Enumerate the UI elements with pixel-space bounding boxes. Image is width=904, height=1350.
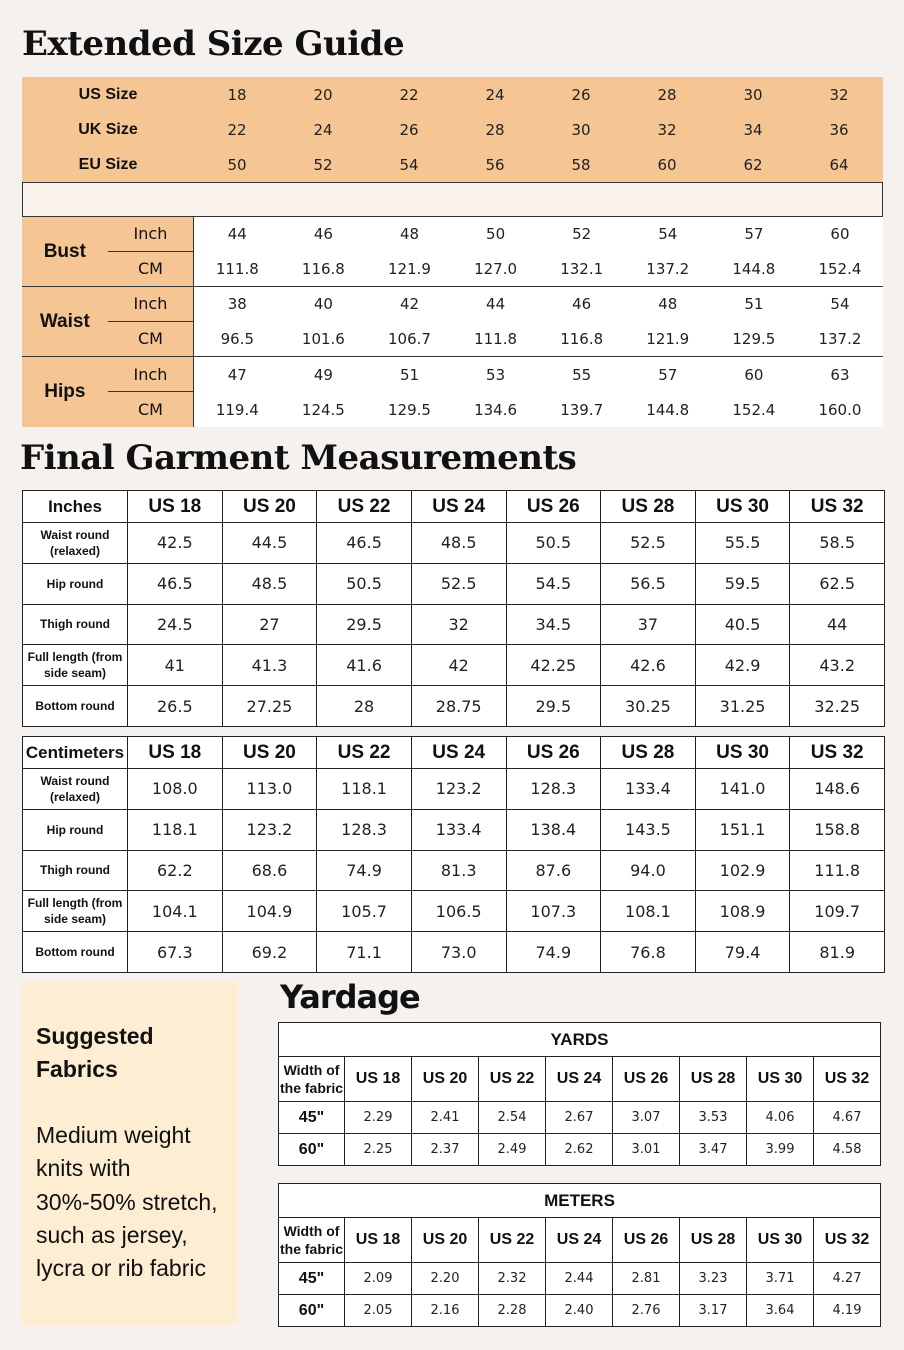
size-row-label: US Size [78,85,138,103]
size-value-cell: 116.8 [560,329,604,348]
size-value-cell: 51 [744,295,764,314]
size-value-cell: 152.4 [818,259,862,278]
size-value-cell: 56 [485,155,505,174]
size-value-cell: 52 [572,225,592,244]
measurement-cell: 108.1 [601,891,696,932]
size-value-cell: 137.2 [646,259,690,278]
yardage-yards-table [278,1022,881,1166]
size-value-cell: 24 [485,85,505,104]
size-value-cell: 26 [399,120,419,139]
column-header: US 28 [680,1218,747,1263]
row-label: Waist round (relaxed) [23,523,128,564]
group-name: Hips [22,357,108,427]
size-value-cell: 127.0 [474,259,518,278]
measurement-cell: 69.2 [222,932,317,973]
measurement-cell: 108.9 [695,891,790,932]
table-corner-label: Inches [23,491,128,523]
measurement-cell: 141.0 [695,769,790,810]
measurement-cell: 104.1 [128,891,223,932]
size-value-cell: 53 [486,365,506,384]
size-value-cell: 57 [744,225,764,244]
column-header: US 32 [790,491,885,523]
unit-label: Inch [108,287,194,322]
yardage-cell: 3.71 [747,1263,814,1295]
measurement-cell: 133.4 [411,809,506,850]
measurement-cell: 107.3 [506,891,601,932]
measurement-cell: 102.9 [695,850,790,891]
measurement-cell: 76.8 [601,932,696,973]
row-label: 60" [279,1134,345,1166]
size-value-cell: 48 [658,295,678,314]
size-guide-header [22,77,883,182]
yardage-cell: 3.17 [680,1295,747,1327]
measurement-cell: 34.5 [506,604,601,645]
yardage-cell: 2.16 [412,1295,479,1327]
measurement-cell: 118.1 [317,769,412,810]
size-value-cell: 119.4 [215,400,259,419]
measurement-cell: 50.5 [317,563,412,604]
measurement-cell: 41.6 [317,645,412,686]
measurement-cell: 71.1 [317,932,412,973]
column-header: US 18 [345,1057,412,1102]
yardage-cell: 2.29 [345,1102,412,1134]
yardage-cell: 3.99 [747,1134,814,1166]
yardage-cell: 2.32 [479,1263,546,1295]
size-value-cell: 40 [313,295,333,314]
size-value-cell: 38 [227,295,247,314]
column-header: US 20 [412,1057,479,1102]
garment-title: Final Garment Measurements [20,438,577,478]
column-header: US 22 [479,1057,546,1102]
measurement-cell: 158.8 [790,809,885,850]
size-value-cell: 30 [743,85,763,104]
size-value-cell: 50 [486,225,506,244]
measurement-cell: 108.0 [128,769,223,810]
measurement-cell: 111.8 [790,850,885,891]
measurement-cell: 73.0 [411,932,506,973]
measurement-cell: 105.7 [317,891,412,932]
measurement-cell: 27.25 [222,686,317,727]
size-value-cell: 54 [658,225,678,244]
yardage-cell: 2.28 [479,1295,546,1327]
measurement-cell: 27 [222,604,317,645]
group-bust [22,217,883,287]
unit-label: CM [137,329,163,349]
measurement-cell: 109.7 [790,891,885,932]
yardage-caption: YARDS [279,1023,881,1057]
measurement-cell: 68.6 [222,850,317,891]
measurement-cell: 74.9 [317,850,412,891]
size-value-cell: 111.8 [215,259,259,278]
column-header: US 20 [412,1218,479,1263]
size-value-cell: 62 [743,155,763,174]
measurement-cell: 32.25 [790,686,885,727]
measurement-cell: 37 [601,604,696,645]
table-corner-label: Width of the fabric [279,1057,345,1102]
column-header: US 32 [814,1218,881,1263]
row-label: 45" [279,1263,345,1295]
measurement-cell: 143.5 [601,809,696,850]
group-name: Bust [22,217,108,286]
size-value-cell: 24 [313,120,333,139]
unit-label: CM [137,259,163,279]
measurement-cell: 62.2 [128,850,223,891]
table-row [23,932,885,973]
row-label: 45" [279,1102,345,1134]
measurement-cell: 46.5 [128,563,223,604]
yardage-title: Yardage [280,978,420,1016]
measurement-cell: 29.5 [317,604,412,645]
row-label: 60" [279,1295,345,1327]
measurement-cell: 138.4 [506,809,601,850]
yardage-meters-table [278,1183,881,1327]
measurement-cell: 32 [411,604,506,645]
yardage-cell: 3.64 [747,1295,814,1327]
measurement-cell: 106.5 [411,891,506,932]
size-value-cell: 116.8 [301,259,345,278]
yardage-cell: 4.06 [747,1102,814,1134]
measurement-cell: 59.5 [695,563,790,604]
size-value-cell: 121.9 [646,329,690,348]
measurement-cell: 74.9 [506,932,601,973]
yardage-cell: 2.37 [412,1134,479,1166]
row-label: Thigh round [23,604,128,645]
column-header: US 28 [680,1057,747,1102]
table-row [23,809,885,850]
yardage-cell: 2.09 [345,1263,412,1295]
size-value-cell: 32 [657,120,677,139]
measurement-cell: 31.25 [695,686,790,727]
yardage-cell: 2.20 [412,1263,479,1295]
measurement-cell: 42.9 [695,645,790,686]
table-row [23,891,885,932]
table-row [23,686,885,727]
row-label: Hip round [23,809,128,850]
measurement-cell: 44.5 [222,523,317,564]
size-value-cell: 28 [485,120,505,139]
row-label: Full length (from side seam) [23,645,128,686]
measurement-cell: 67.3 [128,932,223,973]
column-header: US 20 [222,491,317,523]
size-guide-table [22,77,883,427]
size-value-cell: 34 [743,120,763,139]
size-value-cell: 36 [829,120,849,139]
column-header: US 30 [747,1057,814,1102]
measurement-cell: 113.0 [222,769,317,810]
fabrics-description: Medium weight knits with 30%-50% stretch, such as jersey, lycra or rib fabric [36,1122,218,1282]
measurement-cell: 56.5 [601,563,696,604]
yardage-cell: 3.07 [613,1102,680,1134]
row-label: Waist round (relaxed) [23,769,128,810]
measurement-cell: 128.3 [317,809,412,850]
table-row [23,645,885,686]
size-value-cell: 22 [227,120,247,139]
row-label: Bottom round [23,686,128,727]
measurement-cell: 123.2 [222,809,317,850]
measurement-cell: 42.6 [601,645,696,686]
measurement-cell: 81.3 [411,850,506,891]
measurement-cell: 28.75 [411,686,506,727]
column-header: US 20 [222,737,317,769]
column-header: US 30 [695,737,790,769]
garment-cm-table [22,736,885,973]
size-value-cell: 47 [227,365,247,384]
suggested-fabrics-box [21,982,238,1325]
yardage-cell: 4.58 [814,1134,881,1166]
size-value-cell: 52 [313,155,333,174]
measurement-cell: 42.25 [506,645,601,686]
column-header: US 30 [695,491,790,523]
measurement-cell: 81.9 [790,932,885,973]
size-value-cell: 26 [571,85,591,104]
unit-label: Inch [108,357,194,392]
measurement-cell: 48.5 [411,523,506,564]
column-header: US 22 [479,1218,546,1263]
yardage-cell: 3.47 [680,1134,747,1166]
column-header: US 26 [613,1057,680,1102]
measurement-cell: 44 [790,604,885,645]
table-corner-label: Width of the fabric [279,1218,345,1263]
size-value-cell: 46 [572,295,592,314]
measurement-cell: 123.2 [411,769,506,810]
row-label: Hip round [23,563,128,604]
size-value-cell: 60 [830,225,850,244]
measurement-cell: 50.5 [506,523,601,564]
column-header: US 28 [601,737,696,769]
measurement-cell: 52.5 [411,563,506,604]
column-header: US 24 [411,737,506,769]
column-header: US 24 [411,491,506,523]
measurement-cell: 48.5 [222,563,317,604]
measurement-cell: 41.3 [222,645,317,686]
row-label: Full length (from side seam) [23,891,128,932]
unit-label: CM [137,400,163,419]
measurement-cell: 118.1 [128,809,223,850]
size-guide-divider [22,182,883,217]
measurement-cell: 54.5 [506,563,601,604]
table-row [23,563,885,604]
size-value-cell: 55 [572,365,592,384]
table-row [23,769,885,810]
column-header: US 26 [613,1218,680,1263]
yardage-cell: 2.67 [546,1102,613,1134]
size-guide-title: Extended Size Guide [22,24,405,64]
size-value-cell: 44 [486,295,506,314]
column-header: US 26 [506,737,601,769]
column-header: US 18 [345,1218,412,1263]
yardage-cell: 2.76 [613,1295,680,1327]
yardage-cell: 2.40 [546,1295,613,1327]
size-value-cell: 139.7 [560,400,604,419]
column-header: US 32 [790,737,885,769]
size-value-cell: 137.2 [818,329,862,348]
garment-inches-table [22,490,885,727]
measurement-cell: 62.5 [790,563,885,604]
size-value-cell: 46 [313,225,333,244]
fabrics-title: Suggested Fabrics [36,1023,154,1083]
column-header: US 24 [546,1057,613,1102]
measurement-cell: 41 [128,645,223,686]
measurement-cell: 42 [411,645,506,686]
measurement-cell: 87.6 [506,850,601,891]
size-value-cell: 28 [657,85,677,104]
size-value-cell: 96.5 [220,329,254,348]
measurement-cell: 30.25 [601,686,696,727]
yardage-cell: 4.27 [814,1263,881,1295]
measurement-cell: 40.5 [695,604,790,645]
size-value-cell: 64 [829,155,849,174]
size-row-label: UK Size [78,120,138,138]
measurement-cell: 28 [317,686,412,727]
measurement-cell: 151.1 [695,809,790,850]
table-row [279,1263,881,1295]
yardage-cell: 2.49 [479,1134,546,1166]
size-value-cell: 51 [399,365,420,384]
size-value-cell: 129.5 [732,329,776,348]
size-value-cell: 106.7 [388,329,431,348]
size-value-cell: 134.6 [474,400,518,419]
measurement-cell: 128.3 [506,769,601,810]
size-row-us [22,77,883,112]
table-corner-label: Centimeters [23,737,128,769]
size-value-cell: 152.4 [732,400,776,419]
size-value-cell: 57 [658,365,678,384]
yardage-cell: 2.25 [345,1134,412,1166]
yardage-cell: 2.44 [546,1263,613,1295]
yardage-cell: 3.23 [680,1263,747,1295]
size-value-cell: 48 [399,225,420,244]
size-value-cell: 22 [399,85,419,104]
column-header: US 32 [814,1057,881,1102]
yardage-cell: 2.05 [345,1295,412,1327]
measurement-groups [22,217,883,427]
measurement-cell: 94.0 [601,850,696,891]
measurement-cell: 148.6 [790,769,885,810]
measurement-cell: 52.5 [601,523,696,564]
measurement-cell: 133.4 [601,769,696,810]
yardage-cell: 2.81 [613,1263,680,1295]
measurement-cell: 42.5 [128,523,223,564]
measurement-cell: 24.5 [128,604,223,645]
size-value-cell: 30 [571,120,591,139]
column-header: US 28 [601,491,696,523]
measurement-cell: 79.4 [695,932,790,973]
size-value-cell: 121.9 [388,259,431,278]
group-hips [22,357,883,427]
table-row [279,1134,881,1166]
size-value-cell: 124.5 [301,400,345,419]
group-waist [22,287,883,357]
size-value-cell: 63 [830,365,850,384]
size-value-cell: 144.8 [646,400,690,419]
column-header: US 18 [128,737,223,769]
size-row-eu [22,147,883,182]
measurement-cell: 26.5 [128,686,223,727]
size-value-cell: 32 [829,85,849,104]
table-row [23,850,885,891]
size-value-cell: 50 [227,155,247,174]
column-header: US 26 [506,491,601,523]
size-value-cell: 60 [744,365,764,384]
row-label: Thigh round [23,850,128,891]
table-row [23,604,885,645]
row-label: Bottom round [23,932,128,973]
size-value-cell: 101.6 [301,329,345,348]
unit-label: Inch [108,217,194,252]
size-value-cell: 160.0 [818,400,862,419]
size-row-label: EU Size [78,155,138,173]
column-header: US 18 [128,491,223,523]
size-value-cell: 54 [830,295,850,314]
yardage-caption: METERS [279,1184,881,1218]
size-value-cell: 54 [399,155,419,174]
measurement-cell: 46.5 [317,523,412,564]
group-name: Waist [22,287,108,356]
yardage-cell: 3.01 [613,1134,680,1166]
yardage-cell: 4.67 [814,1102,881,1134]
size-value-cell: 58 [571,155,591,174]
column-header: US 24 [546,1218,613,1263]
size-value-cell: 20 [313,85,333,104]
table-row [23,523,885,564]
measurement-cell: 29.5 [506,686,601,727]
size-row-uk [22,112,883,147]
size-value-cell: 42 [399,295,420,314]
table-row [279,1102,881,1134]
yardage-cell: 2.41 [412,1102,479,1134]
yardage-cell: 2.62 [546,1134,613,1166]
size-value-cell: 18 [227,85,247,104]
column-header: US 22 [317,491,412,523]
column-header: US 30 [747,1218,814,1263]
size-value-cell: 132.1 [560,259,604,278]
measurement-cell: 55.5 [695,523,790,564]
measurement-cell: 43.2 [790,645,885,686]
yardage-cell: 3.53 [680,1102,747,1134]
size-value-cell: 111.8 [474,329,518,348]
size-value-cell: 60 [657,155,677,174]
size-value-cell: 129.5 [388,400,431,419]
yardage-cell: 4.19 [814,1295,881,1327]
yardage-cell: 2.54 [479,1102,546,1134]
column-header: US 22 [317,737,412,769]
size-value-cell: 144.8 [732,259,776,278]
size-value-cell: 49 [313,365,333,384]
table-row [279,1295,881,1327]
size-value-cell: 44 [227,225,247,244]
measurement-cell: 104.9 [222,891,317,932]
measurement-cell: 58.5 [790,523,885,564]
